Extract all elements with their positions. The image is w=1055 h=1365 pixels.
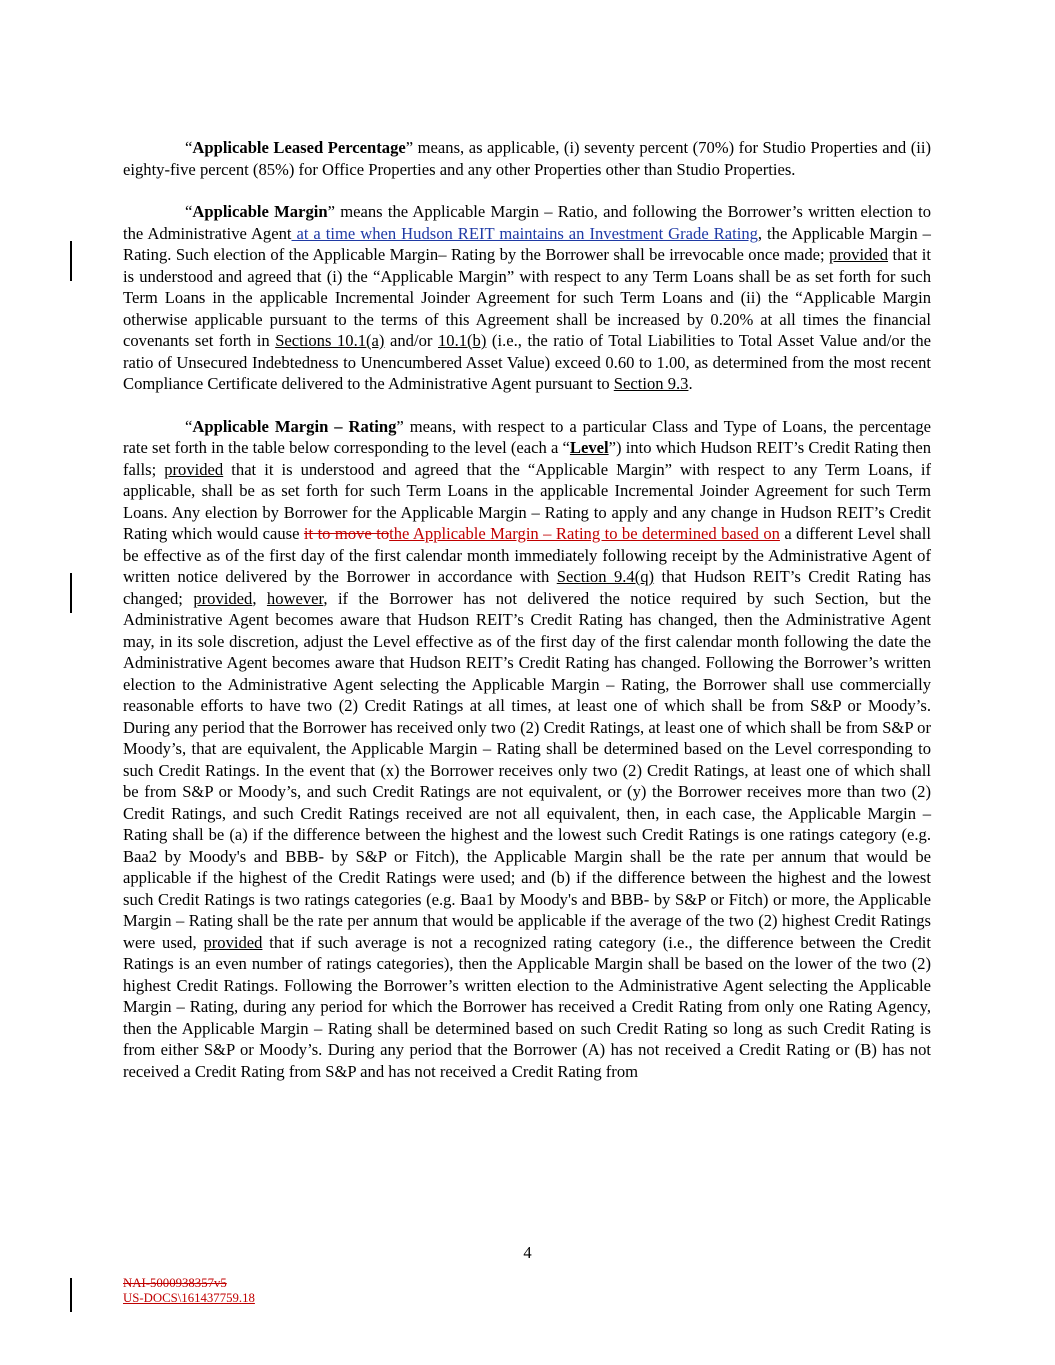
text-run: “ xyxy=(185,202,193,221)
change-bar xyxy=(70,1278,72,1312)
text-run: provided xyxy=(203,932,263,952)
text-run: provided xyxy=(829,245,889,264)
text-run: that if such average is not a recognized rating category (i.e., the difference between the Credit Ratings is an even number of ratings categories), then the Applicable Margin shall be based on the lower of the two (2) highest Credit Ratings. Following the Borrower’s written election to the Administrative Agent selecting the Applicable Margin – Rating, during any period for which the Borrower has received a Credit Rating from only one Rating Agency, then the Applicable Margin – Rating shall be determined based on such Credit Rating so long as such Credit Rating is from either S&P or Moody’s. During any period that the Borrower (A) has not received a Credit Rating or (B) has not received a Credit Rating from S&P and has not received a Credit Rating from xyxy=(123,932,931,1081)
defined-term: Applicable Margin – Rating xyxy=(192,416,397,436)
text-run: , xyxy=(252,588,267,608)
page-number: 4 xyxy=(523,1243,532,1262)
text-run: ” means, with respect to a particular Class and Type of Loans, the percentage rate set forth in the table below corresponding to the level (each a “ xyxy=(123,416,931,457)
text-run: that it is understood and agreed that the “Applicable Margin” with respect to any Term Loans, if applicable, shall be as set forth for such Term Loans in the applicable Incremental Joinder Agreement for such Term Loans. Any election by Borrower for the Applicable Margin – Rating to apply and any change in Hudson REIT’s Credit Rating which would cause xyxy=(123,459,932,543)
document-footer xyxy=(123,1276,255,1306)
definition-applicable-margin xyxy=(123,201,931,395)
text-run: . xyxy=(688,374,693,393)
text-run: “ xyxy=(185,416,193,436)
text-run: and/or xyxy=(384,331,438,350)
text-run: provided xyxy=(193,588,253,608)
text-run: that it is understood and agreed that (i) the “Applicable Margin” with respect to any Term Loans shall be as set forth for such Term Loans in the applicable Incremental Joinder Agreement for such Term Loans and (ii) the “Applicable Margin otherwise applicable pursuant to the terms of this Agreement shall be increased by 0.20% at all times the financial covenants set forth in xyxy=(123,245,931,350)
defined-term: Applicable Margin xyxy=(192,202,328,221)
defined-term: Level xyxy=(569,438,609,457)
section-reference: Sections 10.1(a) xyxy=(275,331,385,350)
section-reference: Section 9.4(q) xyxy=(556,567,655,586)
inserted-text: at a time when Hudson REIT maintains an Investment Grade Rating xyxy=(291,223,758,243)
definition-applicable-margin-rating xyxy=(123,416,931,1083)
section-reference: Section 9.3 xyxy=(613,374,689,393)
text-run: ” means the Applicable Margin – Ratio, and following the Borrower’s written election to the Administrative Agent xyxy=(123,202,932,243)
document-body xyxy=(123,137,931,1103)
text-run: ”) into which Hudson REIT’s Credit Rating then falls; xyxy=(123,438,932,479)
change-bar xyxy=(70,573,72,613)
text-run: a different Level shall be effective as of the first day of the first calendar month immediately following receipt by the Administrative Agent of written notice delivered by the Borrower in accordance with xyxy=(123,524,931,586)
text-run: , if the Borrower has not delivered the notice required by such Section, but the Administrative Agent becomes aware that Hudson REIT’s Credit Rating has changed, then the Administrative Agent may, in its sole discretion, adjust the Level effective as of the first day of the first calendar month following the date the Administrative Agent becomes aware that Hudson REIT’s Credit Rating has changed. Following the Borrower’s written election to the Administrative Agent selecting the Applicable Margin – Rating, the Borrower shall use commercially reasonable efforts to have two (2) Credit Ratings at all times, at least one of which shall be from S&P or Moody’s. During any period that the Borrower has received only two (2) Credit Ratings, at least one of which shall be from S&P or Moody’s, that are equivalent, the Applicable Margin – Rating shall be determined based on the Level corresponding to such Credit Ratings. In the event that (x) the Borrower receives only two (2) Credit Ratings, at least one of which shall be from S&P or Moody’s, and such Credit Ratings are not equivalent, or (y) the Borrower receives more than two (2) Credit Ratings, and such Credit Ratings received are not all equivalent, then, in each case, the Applicable Margin – Rating shall be (a) if the difference between the highest and the lowest such Credit Ratings is one ratings category (e.g. Baa2 by Moody's and BBB- by S&P or Fitch), the Applicable Margin shall be the rate per annum that would be applicable if the highest of the Credit Ratings were used; and (b) if the difference between the highest and the lowest such Credit Ratings is two ratings categories (e.g. Baa1 by Moody's and BBB- by S&P or Fitch) or more, the Applicable Margin – Rating shall be the rate per annum that would be applicable if the average of the two (2) highest Credit Ratings were used, xyxy=(123,588,932,952)
text-run: however xyxy=(266,588,324,608)
change-bar xyxy=(70,241,72,281)
inserted-text: the Applicable Margin – Rating to be determined based on xyxy=(389,524,780,543)
footer-doc-id-deleted: NAI-5000938357v5 xyxy=(123,1276,227,1290)
text-run: , the Applicable Margin – Rating. Such election of the Applicable Margin– Rating by the Borrower shall be irrevocable once made; xyxy=(123,223,931,264)
section-reference: 10.1(b) xyxy=(437,331,487,350)
footer-doc-id-inserted: US-DOCS\161437759.18 xyxy=(123,1291,255,1305)
definition-applicable-leased-percentage xyxy=(123,137,931,180)
text-run: (i.e., the ratio of Total Liabilities to Total Asset Value and/or the ratio of Unsecured Indebtedness to Unencumbered Asset Value) exceed 0.60 to 1.00, as determined from the most recent Compliance Certificate delivered to the Administrative Agent pursuant to xyxy=(123,331,931,393)
text-run: provided xyxy=(164,459,224,479)
text-run: ” means, as applicable, (i) seventy percent (70%) for Studio Properties and (ii) eighty-five percent (85%) for Office Properties and any other Properties other than Studio Properties. xyxy=(123,138,931,179)
text-run: “ xyxy=(185,138,193,157)
defined-term: Applicable Leased Percentage xyxy=(192,138,406,157)
deleted-text: it to move to xyxy=(303,524,390,543)
text-run: that Hudson REIT’s Credit Rating has changed; xyxy=(123,567,931,608)
